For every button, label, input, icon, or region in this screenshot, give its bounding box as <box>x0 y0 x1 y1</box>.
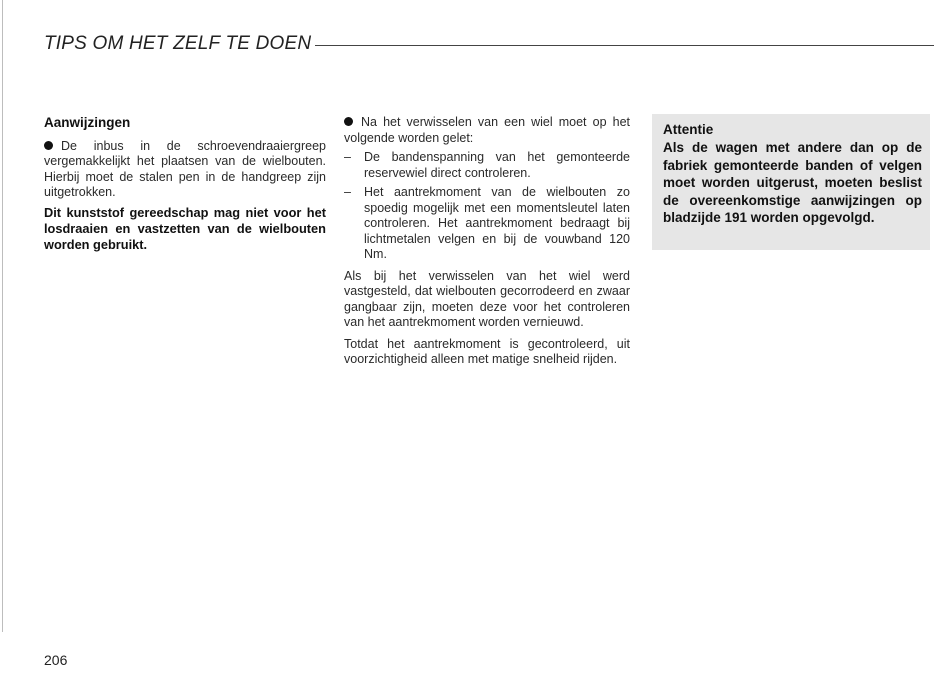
list-item <box>344 150 630 181</box>
dash-icon: – <box>344 150 351 164</box>
attention-text: Als de wagen met andere dan op de fabriek gemonteerde banden of velgen moet worden uitgerust, moeten beslist de overeenkomstige aanwijzingen op bladzijde 191 worden opgevolgd. <box>663 140 922 225</box>
paragraph-corroded-bolts: Als bij het verwisselen van het wiel werd vastgesteld, dat wielbouten gecorrodeerd en zwaar gangbaar zijn, moeten deze voor het controleren van het aantrekmoment worden vernieuwd. <box>344 268 630 329</box>
bullet-text: De inbus in de schroevendraaiergreep vergemakkelijkt het plaatsen van de wielbouten. Hierbij moet de stalen pen in de handgreep zijn uitgetrokken. <box>44 138 326 199</box>
page-margin-rule <box>2 0 3 632</box>
attention-box <box>652 114 930 250</box>
section-title: TIPS OM HET ZELF TE DOEN <box>44 33 315 55</box>
bullet-icon <box>44 141 53 150</box>
header-rule <box>294 45 934 46</box>
column-middle <box>344 115 630 368</box>
notes-heading: Aanwijzingen <box>44 115 131 130</box>
section-header <box>44 33 934 59</box>
bullet-icon <box>344 117 353 126</box>
paragraph-speed-advice: Totdat het aantrekmoment is gecontroleerd, uit voorzichtigheid alleen met matige snelheid rijden. <box>344 336 630 366</box>
list-item-text: De bandenspanning van het gemonteerde reservewiel direct controleren. <box>364 150 630 180</box>
bullet-paragraph <box>44 139 326 201</box>
bold-warning-paragraph: Dit kunststof gereedschap mag niet voor het losdraaien en vastzetten van de wielbouten worden gebruikt. <box>44 204 326 252</box>
bullet-paragraph <box>344 115 630 146</box>
list-item <box>344 185 630 263</box>
column-left <box>44 115 326 253</box>
attention-title: Attentie <box>663 122 714 137</box>
dash-icon: – <box>344 185 351 199</box>
bullet-text: Na het verwisselen van een wiel moet op het volgende worden gelet: <box>344 115 630 145</box>
list-item-text: Het aantrekmoment van de wielbouten zo spoedig mogelijk met een momentsleutel laten controleren. Het aantrekmoment bedraagt bij lichtmetalen velgen en bij de vouwband 120 Nm. <box>364 185 630 261</box>
page-number: 206 <box>44 652 68 668</box>
